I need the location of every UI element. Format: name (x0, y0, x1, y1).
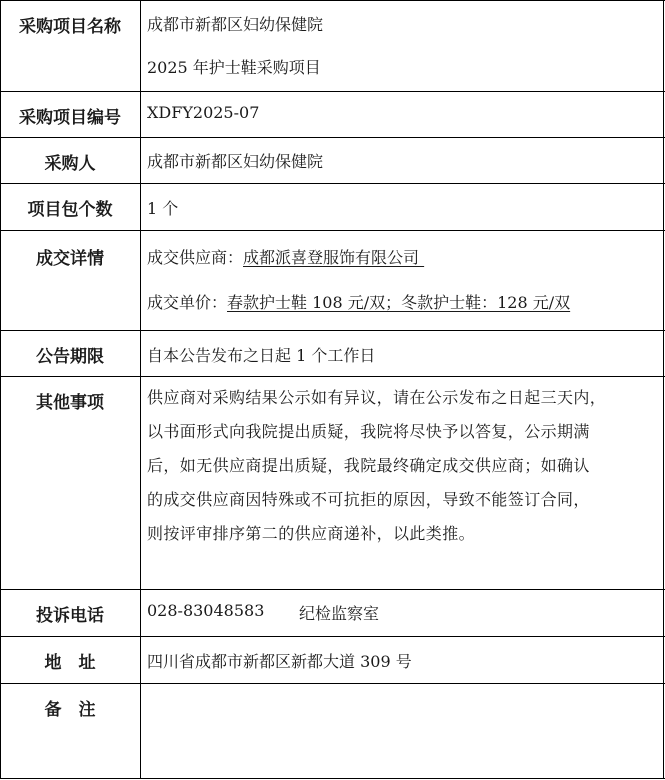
address-label: 地 址 (44, 653, 96, 673)
project-number-label: 采购项目编号 (19, 108, 121, 128)
price-prefix: 成交单价： (147, 293, 228, 312)
complaint-phone-label: 投诉电话 (36, 606, 104, 626)
row-complaint-phone (0, 589, 665, 636)
project-name-line-1: 成都市新都区妇幼保健院 (147, 15, 324, 34)
notice-period-text: 自本公告发布之日起 1 个工作日 (147, 346, 376, 365)
purchaser-label: 采购人 (44, 154, 96, 174)
complaint-dept: 纪检监察室 (299, 604, 380, 623)
deal-details-label: 成交详情 (36, 249, 104, 269)
row-purchaser (0, 137, 665, 183)
other-matters-line: 则按评审排序第二的供应商递补，以此类推。 (147, 524, 476, 543)
supplier-prefix: 成交供应商： (147, 248, 244, 267)
other-matters-label: 其他事项 (36, 393, 104, 413)
project-name-label: 采购项目名称 (19, 17, 121, 37)
complaint-phone-number: 028-83048583 (147, 601, 265, 620)
notice-period-label: 公告期限 (36, 347, 104, 367)
other-matters-line: 后，如无供应商提出质疑，我院最终确定成交供应商；如确认 (147, 456, 590, 475)
row-remarks (0, 683, 665, 778)
package-count-text: 1 个 (147, 199, 179, 218)
purchaser-text: 成都市新都区妇幼保健院 (147, 152, 324, 171)
row-deal-details (0, 230, 665, 330)
row-address (0, 636, 665, 683)
supplier-line (147, 245, 424, 268)
address-text: 四川省成都市新都区新都大道 309 号 (147, 652, 412, 671)
price-line (147, 290, 570, 313)
remarks-label: 备 注 (44, 700, 96, 720)
supplier-name: 成都派喜登服饰有限公司 (243, 248, 420, 267)
table-border-bottom (0, 778, 665, 779)
package-count-label: 项目包个数 (27, 200, 113, 220)
other-matters-line: 的成交供应商因特殊或不可抗拒的原因，导致不能签订合同， (147, 490, 590, 509)
row-project-name (0, 0, 665, 91)
other-matters-line: 供应商对采购结果公示如有异议，请在公示发布之日起三天内， (147, 388, 607, 407)
project-name-line-2: 2025 年护士鞋采购项目 (147, 58, 321, 77)
price-text: 春款护士鞋 108 元/双；冬款护士鞋：128 元/双 (227, 293, 571, 312)
other-matters-line: 以书面形式向我院提出质疑，我院将尽快予以答复，公示期满 (147, 422, 590, 441)
project-number-text: XDFY2025-07 (147, 103, 260, 122)
row-package-count (0, 183, 665, 230)
other-matters-text (147, 381, 665, 551)
row-project-number (0, 91, 665, 137)
row-other-matters (0, 376, 665, 589)
row-notice-period (0, 330, 665, 376)
